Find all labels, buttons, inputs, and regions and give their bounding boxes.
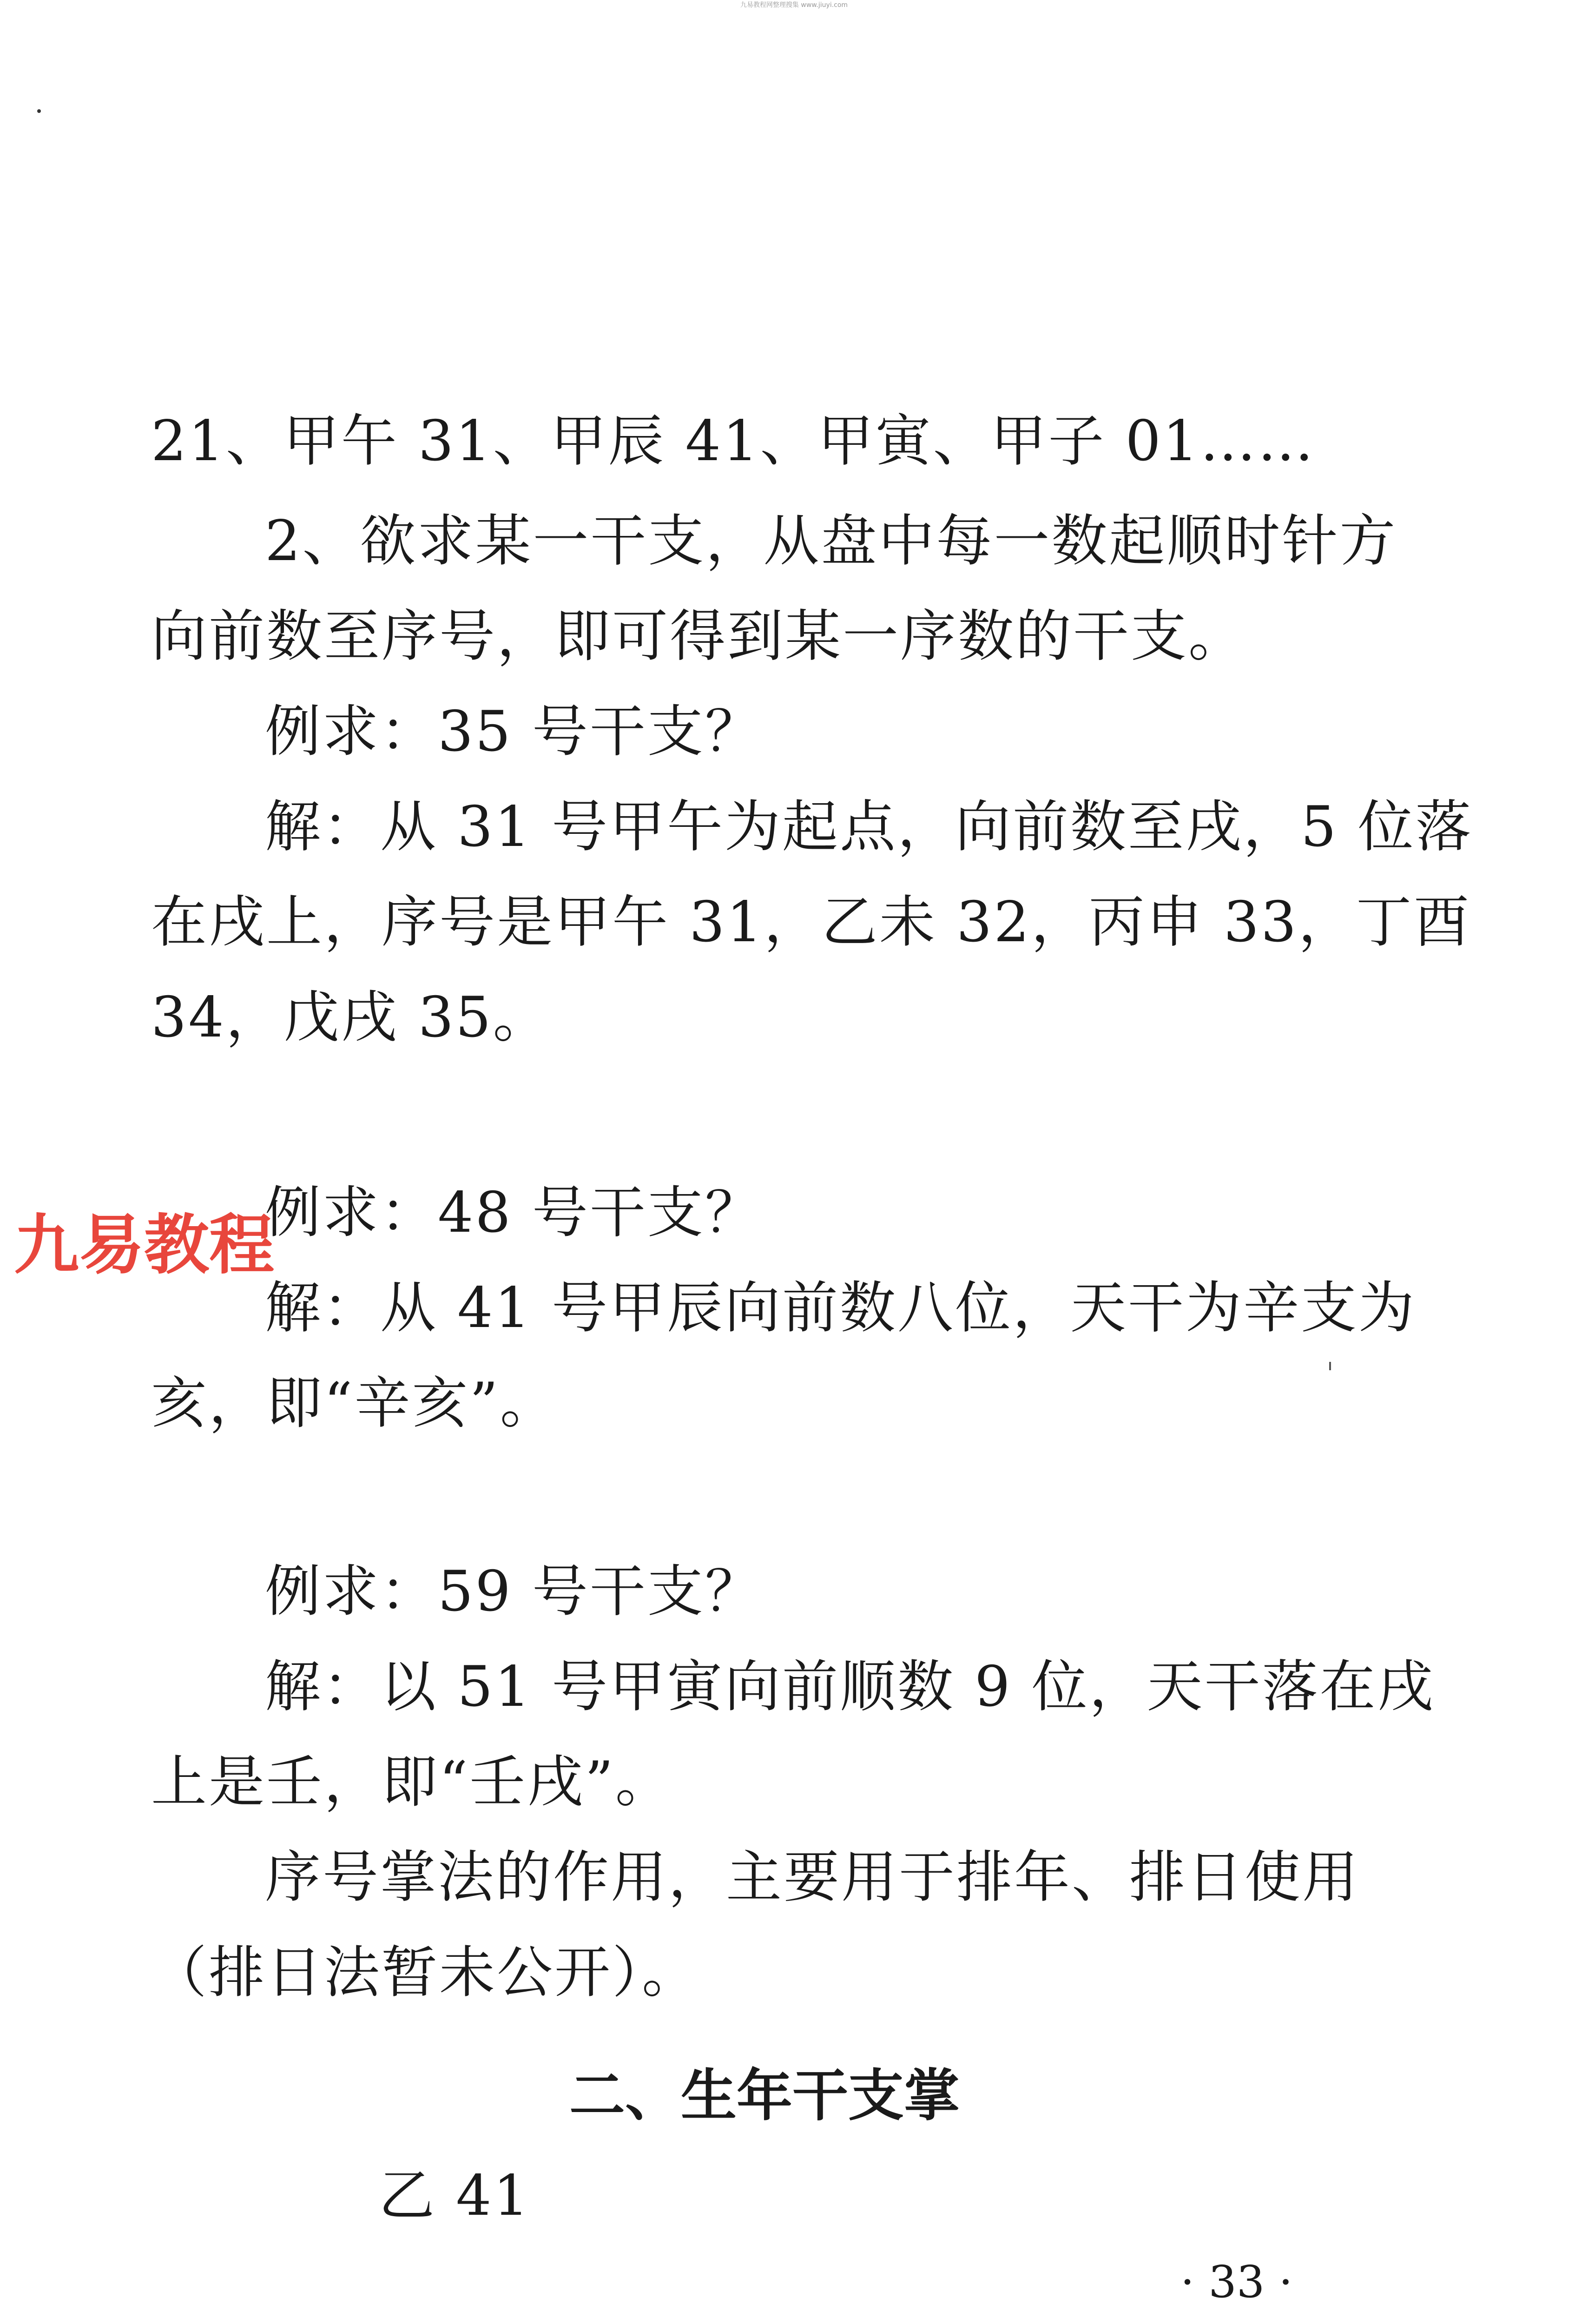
- text-line-9: 解：从 41 号甲辰向前数八位，天干为辛支为: [265, 1276, 1416, 1340]
- text-line-14: 序号掌法的作用，主要用于排年、排日使用: [265, 1845, 1360, 1910]
- text-line-11: 例求：59 号干支？: [265, 1559, 763, 1624]
- text-line-2: 2、欲求某一干支，从盘中每一数起顺时针方: [265, 509, 1397, 574]
- text-line-16: 乙 41: [379, 2164, 531, 2228]
- text-line-3: 向前数至序号，即可得到某一序数的干支。: [151, 604, 1246, 669]
- text-line-6: 在戌上，序号是甲午 31，乙未 32，丙申 33，丁酉: [151, 890, 1471, 955]
- text-line-7: 34，戊戌 35。: [151, 985, 551, 1050]
- page-number: · 33 ·: [1180, 2257, 1293, 2308]
- text-line-12: 解：以 51 号甲寅向前顺数 9 位，天干落在戌: [265, 1655, 1435, 1719]
- stray-dot: [37, 109, 41, 113]
- watermark-logo: 九易教程: [14, 1208, 275, 1283]
- text-line-10: 亥，即“辛亥”。: [151, 1371, 558, 1436]
- scan-speck: [1329, 1362, 1331, 1370]
- text-line-1: 21、甲午 31、甲辰 41、甲寅、甲子 01……: [151, 409, 1316, 474]
- text-line-13: 上是壬，即“壬戌”。: [151, 1750, 673, 1815]
- section-heading: 二、生年干支掌: [569, 2064, 960, 2128]
- text-line-5: 解：从 31 号甲午为起点，向前数至戌，5 位落: [265, 795, 1473, 859]
- text-line-4: 例求：35 号干支？: [265, 700, 763, 764]
- text-line-8: 例求：48 号干支？: [265, 1181, 763, 1245]
- text-line-15: （排日法暂未公开）。: [151, 1941, 699, 2005]
- top-banner-text: 九易教程网整理搜集 www.jiuyi.com: [740, 1, 848, 9]
